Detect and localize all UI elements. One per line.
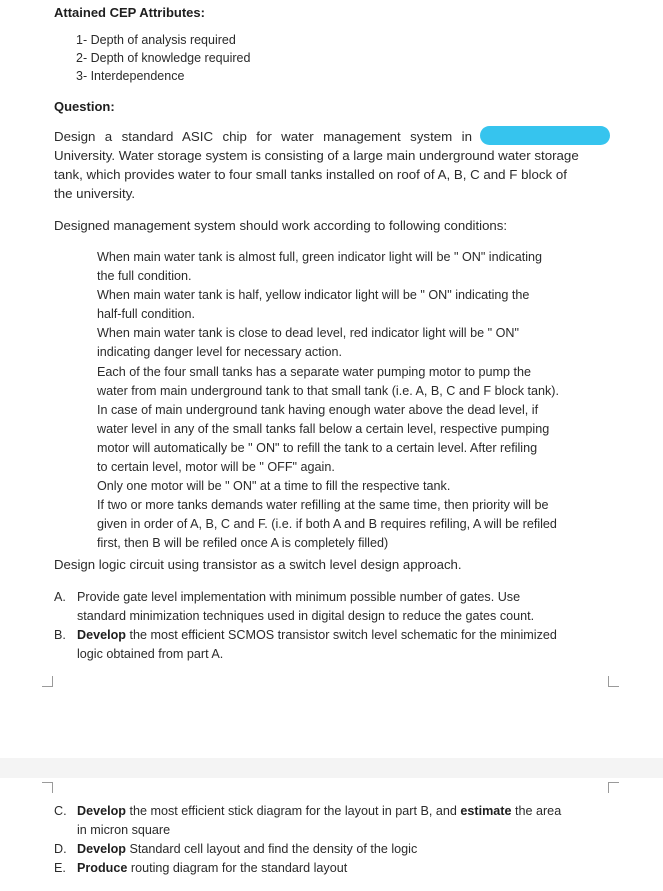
page-corner-mark [608,676,619,687]
condition-line: first, then B will be refiled once A is completely filled) [97,536,389,551]
task-b [54,626,606,645]
page-corner-mark [608,782,619,793]
task-a [54,588,606,607]
redaction-mark [480,126,610,145]
task-list-page1 [54,588,606,664]
condition-line: Only one motor will be " ON" at a time to fill the respective tank. [97,479,451,494]
task-text: routing diagram for the standard layout [127,861,348,875]
condition-line: given in order of A, B, C and F. (i.e. if both A and B requires refiling, A will be refiled [97,517,557,532]
condition-line: to certain level, motor will be " OFF" again. [97,460,335,475]
page-corner-mark [42,782,53,793]
task-text: in micron square [77,823,171,837]
condition-line: When main water tank is half, yellow indicator light will be " ON" indicating the [97,288,530,303]
page-gap [0,758,663,778]
question-line: the university. [54,186,136,201]
condition-line: When main water tank is almost full, green indicator light will be " ON" indicating [97,250,543,264]
cep-item: 1- Depth of analysis required [76,33,236,47]
question-line: University. Water storage system is consisting of a large main underground water storage [54,148,579,163]
task-verb: Develop [77,842,126,856]
condition-line: half-full condition. [97,307,196,322]
task-d [54,840,606,859]
task-letter: A. [54,590,66,604]
conditions-list [97,248,605,554]
task-text: standard minimization techniques used in digital design to reduce the gates count. [77,609,535,623]
task-c [54,802,606,821]
cep-item: 2- Depth of knowledge required [76,51,251,65]
task-list-page2 [54,802,606,878]
question-line: tank, which provides water to four small tanks installed on roof of A, B, C and F block of [54,167,567,182]
task-text: Provide gate level implementation with minimum possible number of gates. Use [77,590,521,604]
condition-line: water from main underground tank to that small tank (i.e. A, B, C and F block tank). [97,383,559,398]
task-verb: Produce [77,861,128,875]
task-letter: C. [54,804,67,818]
task-letter: B. [54,628,66,642]
conditions-intro: Designed management system should work according to following conditions: [54,218,508,233]
cep-heading: Attained CEP Attributes: [54,5,205,20]
task-text: logic obtained from part A. [77,647,224,661]
condition-line: If two or more tanks demands water refilling at the same time, then priority will be [97,498,549,513]
task-e [54,859,606,878]
condition-line: water level in any of the small tanks fall below a certain level, respective pumping [97,421,550,436]
task-text: the most efficient stick diagram for the layout in part B, and [126,804,461,818]
condition-line: motor will automatically be " ON" to refill the tank to a certain level. After refiling [97,440,538,455]
condition-line: When main water tank is close to dead level, red indicator light will be " ON" [97,326,519,341]
task-text: the area [511,804,562,818]
question-line: Design a standard ASIC chip for water management system in [54,129,472,144]
question-heading: Question: [54,99,115,114]
task-text: the most efficient SCMOS transistor switch level schematic for the minimized [126,628,557,642]
condition-line: In case of main underground tank having enough water above the dead level, if [97,402,539,417]
task-verb: Develop [77,628,126,642]
cep-item: 3- Interdependence [76,69,185,83]
task-letter: E. [54,861,66,875]
design-instruction: Design logic circuit using transistor as a switch level design approach. [54,557,462,572]
task-text: Standard cell layout and find the density of the logic [126,842,418,856]
page-corner-mark [42,676,53,687]
task-verb: estimate [460,804,512,818]
condition-line: indicating danger level for necessary action. [97,345,343,360]
condition-line: the full condition. [97,269,192,284]
task-letter: D. [54,842,67,856]
task-verb: Develop [77,804,126,818]
condition-line: Each of the four small tanks has a separate water pumping motor to pump the [97,364,532,379]
